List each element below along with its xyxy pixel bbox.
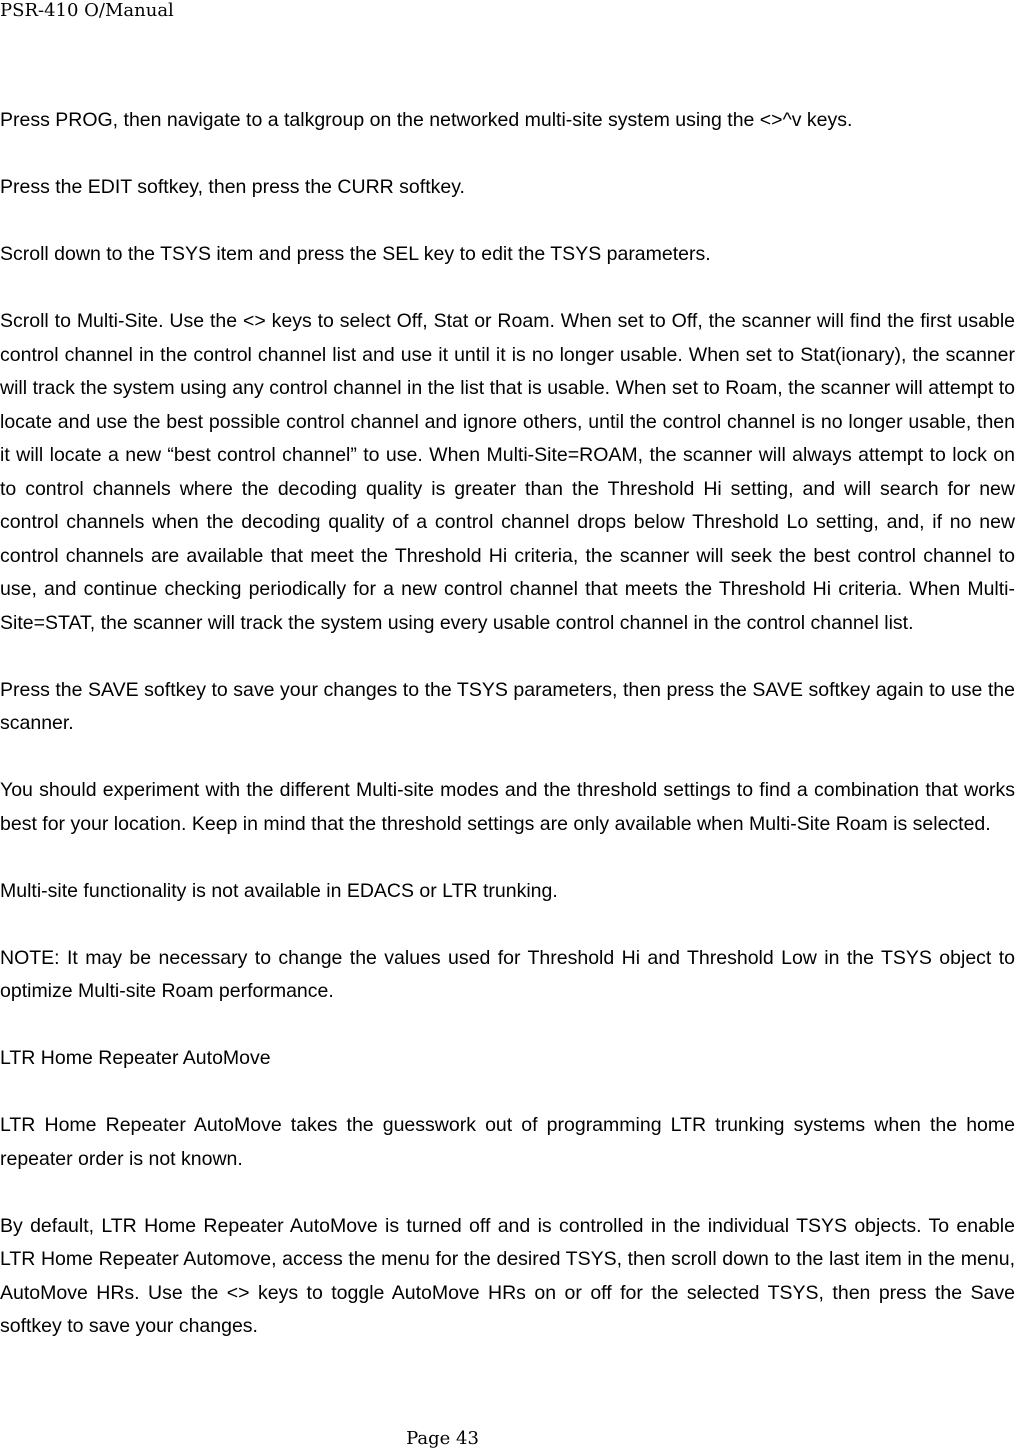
paragraph-edit-softkey: Press the EDIT softkey, then press the CURR softkey. xyxy=(0,176,465,198)
paragraph-save-softkey: Press the SAVE softkey to save your changes to the TSYS parameters, then press the SAVE softkey again to use the scanner. xyxy=(0,678,1015,734)
document-body xyxy=(0,104,1015,1344)
paragraph-tsys-item: Scroll down to the TSYS item and press the SEL key to edit the TSYS parameters. xyxy=(0,243,711,265)
section-heading-ltr-automove: LTR Home Repeater AutoMove xyxy=(0,1047,271,1069)
paragraph-edacs-ltr: Multi-site functionality is not available in EDACS or LTR trunking. xyxy=(0,879,558,902)
paragraph-press-prog: Press PROG, then navigate to a talkgroup on the networked multi-site system using the <>^v keys. xyxy=(0,109,853,131)
paragraph-multi-site-modes: Scroll to Multi-Site. Use the <> keys to select Off, Stat or Roam. When set to Off, the scanner will find the first usable control channel in the control channel list and use it until it is no longer usable. When set to Stat(ionary), the scanner will track the system using any control channel in the list that is usable. When set to Roam, the scanner will attempt to locate and use the best possible control channel and ignore others, until the control channel is no longer usable, then it will locate a new “best control channel” to use. When Multi-Site=ROAM, the scanner will always attempt to lock on to control channels where the decoding quality is greater than the Threshold Hi setting, and will search for new control channels when the decoding quality of a control channel drops below Threshold Lo setting, and, if no new control channels are available that meet the Threshold Hi criteria, the scanner will seek the best control channel to use, and continue checking periodically for a new control channel that meets the Threshold Hi criteria. When Multi-Site=STAT, the scanner will track the system using every usable control channel in the control channel list. xyxy=(0,310,1015,634)
paragraph-note: NOTE: It may be necessary to change the values used for Threshold Hi and Threshold Low in the TSYS object to optimize Multi-site Roam performance. xyxy=(0,946,1015,1002)
paragraph-ltr-intro: LTR Home Repeater AutoMove takes the guesswork out of programming LTR trunking systems when the home repeater order is not known. xyxy=(0,1114,1015,1170)
page-number: Page 43 xyxy=(406,1428,479,1449)
paragraph-experiment: You should experiment with the different Multi-site modes and the threshold settings to find a combination that works best for your location. Keep in mind that the threshold settings are only available when Multi-Site Roam is selected. xyxy=(0,779,1015,835)
paragraph-ltr-default: By default, LTR Home Repeater AutoMove is turned off and is controlled in the individual TSYS objects. To enable LTR Home Repeater Automove, access the menu for the desired TSYS, then scroll down to the last item in the menu, AutoMove HRs. Use the <> keys to toggle AutoMove HRs on or off for the selected TSYS, then press the Save softkey to save your changes. xyxy=(0,1214,1015,1337)
page-header: PSR-410 O/Manual xyxy=(0,0,174,21)
